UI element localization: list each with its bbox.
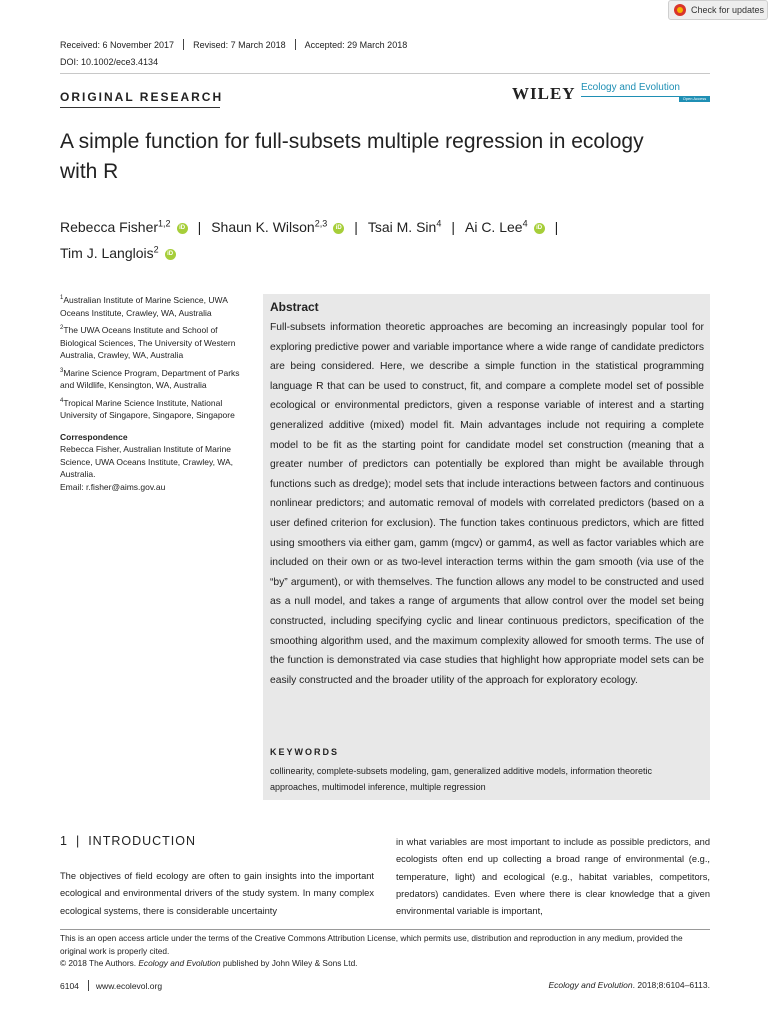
accepted-date: Accepted: 29 March 2018 (304, 39, 408, 50)
affiliation-text: Tropical Marine Science Institute, National University of Singapore, Singapore, Singapore (60, 397, 235, 420)
doi[interactable]: DOI: 10.1002/ece3.4134 (60, 57, 159, 67)
author-name[interactable]: Tsai M. Sin (367, 219, 437, 235)
check-for-updates-button[interactable] (668, 0, 768, 20)
affiliation-item (60, 294, 255, 319)
orcid-icon[interactable]: iD (177, 223, 188, 234)
author-name[interactable]: Tim J. Langlois (60, 245, 154, 261)
affiliations (60, 294, 255, 493)
introduction-heading (60, 834, 196, 848)
orcid-icon[interactable]: iD (333, 223, 344, 234)
journal-url[interactable]: www.ecolevol.org (95, 980, 163, 991)
author-name[interactable]: Shaun K. Wilson (211, 219, 315, 235)
license-footnote (60, 932, 710, 970)
affiliation-number: 2 (60, 325, 64, 332)
author-affiliation-sup: 4 (436, 218, 442, 229)
check-for-updates-label: Check for updates (691, 5, 765, 15)
author-separator: | (354, 219, 358, 235)
affiliation-number: 4 (60, 397, 64, 404)
abstract-text: Full-subsets information theoretic approaches are becoming an increasingly popular tool for exploring predictive power and variable importance where a wide range of candidate predictors are being considered. Here, we describe a simple function in the statistical programming language R that can be used to construct, fit, and compare a complete model set of possible ecological or environmental predictors, given a response variable of interest and a starting generalized additive (mixed) model fit. Main advantages include not requiring a complete model to be fit as the starting point for candidate model set construction (meaning that a greater number of predictors can potentially be explored than might be available through functions such as dredge); model sets that include interactions between factors and continuous nonlinear predictors; and automatic removal of models with correlated predictors (based on a user defined criterion for exclusion). The function takes continuous predictors, which are fitted using smoothers via either gam, gamm (mgcv) or gamm4, as well as factor variables which are included on their own or as two-level interaction terms within the gam smooth (via use of the “by” argument), or with themselves. The function allows any model to be constructed and used as a null model, and takes a range of arguments that allow control over the model set being constructed, including specifying cyclic and linear continuous predictors, specification of the smoothing algorithm used, and the maximum complexity allowed for smooth terms. The use of the function is demonstrated via case studies that highlight how appropriate model sets can be easily constructed and the broader utility of the approach for exploratory ecology. (270, 322, 704, 686)
intro-left-column: The objectives of field ecology are often to gain insights into the important ecological and environmental drivers of the study system. In many complex ecological systems, there is considerable uncertainty (60, 871, 374, 916)
orcid-icon[interactable]: iD (165, 249, 176, 260)
affiliation-number: 1 (60, 295, 64, 302)
correspondence-text: Rebecca Fisher, Australian Institute of Marine Science, UWA Oceans Institute, Crawley, WA, Australia. (60, 444, 234, 479)
author-list (60, 214, 700, 266)
author-affiliation-sup: 2 (153, 244, 159, 255)
license-text: This is an open access article under the terms of the Creative Commons Attribution License, which permits use, distribution and reproduction in any medium, provided the original work is properly cited. (60, 933, 683, 956)
intro-right-column: in what variables are most important to include as possible predictors, and ecologists often end up collecting a broad range of environmental (e.g., temperature, light) and ecological (e.g., habitat variables, competitors, predators) candidates. Even where there is clear knowledge that a given environmental variable is important, (396, 837, 710, 917)
section-underline (60, 107, 220, 108)
page-number: 6104 (60, 980, 79, 991)
affiliation-number: 3 (60, 367, 64, 374)
copyright-suffix: published by John Wiley & Sons Ltd. (222, 958, 358, 968)
date-divider (183, 39, 184, 50)
publisher-logo: WILEY (512, 84, 576, 103)
crossmark-icon (674, 4, 686, 16)
affiliation-text: Australian Institute of Marine Science, UWA Oceans Institute, Crawley, WA, Australia (60, 295, 228, 318)
affiliation-text: Marine Science Program, Department of Parks and Wildlife, Kensington, WA, Australia (60, 367, 240, 390)
affiliation-text: The UWA Oceans Institute and School of Biological Sciences, The University of Western Australia, Crawley, WA, Australia (60, 325, 236, 360)
journal-name[interactable]: Ecology and Evolution (581, 82, 680, 93)
open-access-badge: Open Access (679, 96, 710, 102)
correspondence-email[interactable]: Email: r.fisher@aims.gov.au (60, 481, 166, 492)
author-separator: | (451, 219, 455, 235)
author-affiliation-sup: 1,2 (158, 218, 171, 229)
keywords-heading: KEYWORDS (270, 747, 340, 757)
header-rule (60, 73, 710, 74)
abstract-heading: Abstract (270, 300, 319, 314)
section-title: INTRODUCTION (88, 834, 197, 848)
heading-separator: | (75, 834, 81, 848)
affiliation-item (60, 324, 255, 362)
footnote-rule (60, 929, 710, 930)
article-dates (60, 39, 407, 50)
author-name[interactable]: Rebecca Fisher (60, 219, 159, 235)
copyright-journal: Ecology and Evolution (138, 958, 221, 968)
page-footer-left (60, 980, 162, 991)
page-footer-right (549, 980, 710, 990)
footer-journal: Ecology and Evolution (548, 980, 633, 990)
copyright-line (60, 957, 710, 970)
footer-divider (88, 980, 89, 991)
abstract-box (263, 294, 710, 800)
orcid-icon[interactable]: iD (534, 223, 545, 234)
author-separator: | (197, 219, 202, 235)
section-label: ORIGINAL RESEARCH (60, 90, 224, 104)
revised-date: Revised: 7 March 2018 (193, 39, 286, 50)
affiliation-item (60, 397, 255, 422)
keywords-text: collinearity, complete-subsets modeling, gam, generalized additive models, information theoretic approaches, multimodel inference, multiple regression (270, 766, 653, 792)
date-divider (295, 39, 296, 50)
affiliation-item (60, 367, 255, 392)
author-affiliation-sup: 4 (522, 218, 528, 229)
author-separator: | (554, 219, 559, 235)
copyright-prefix: © 2018 The Authors. (60, 958, 137, 968)
received-date: Received: 6 November 2017 (60, 39, 175, 50)
article-title: A simple function for full-subsets multiple regression in ecology with R (60, 130, 644, 183)
footer-citation: . 2018;8:6104–6113. (632, 980, 710, 990)
author-name[interactable]: Ai C. Lee (464, 219, 523, 235)
author-affiliation-sup: 2,3 (314, 218, 328, 229)
correspondence-heading: Correspondence (60, 431, 128, 442)
section-number: 1 (60, 834, 68, 848)
